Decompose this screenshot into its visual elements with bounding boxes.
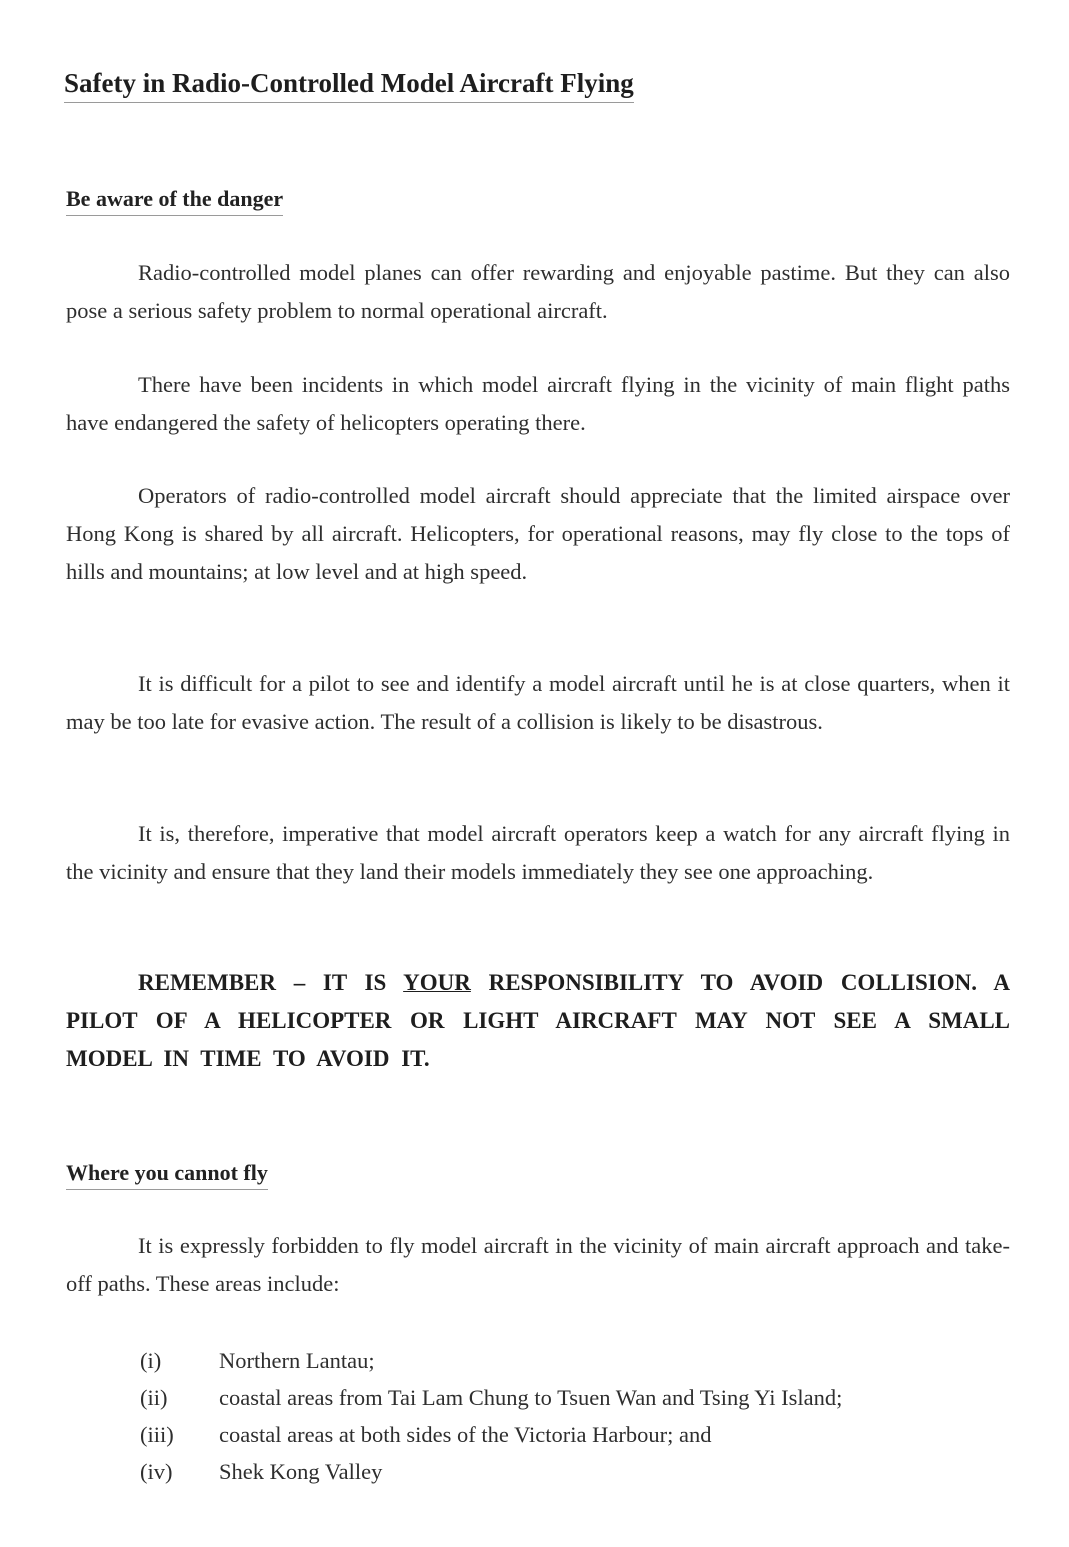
restricted-areas-list [140,1342,842,1490]
list-item-number: (i) [140,1348,162,1373]
remember-emphasis: YOUR [403,970,471,995]
section-heading-danger: Be aware of the danger [66,185,283,216]
list-item-number: (ii) [140,1385,168,1410]
list-item-number: (iii) [140,1422,174,1447]
list-item-text: coastal areas from Tai Lam Chung to Tsuen Wan and Tsing Yi Island; [219,1385,843,1410]
paragraph: It is, therefore, imperative that model aircraft operators keep a watch for any aircraft flying in the vicinity and ensure that they land their models immediately they see one approaching. [66,821,1010,884]
list-item [140,1379,842,1416]
paragraph: Radio-controlled model planes can offer rewarding and enjoyable pastime. But they can also pose a serious safety problem to normal operational aircraft. [66,260,1010,323]
section-heading-restricted: Where you cannot fly [66,1159,268,1190]
page-title: Safety in Radio-Controlled Model Aircraft Flying [64,66,634,103]
list-item-number: (iv) [140,1459,173,1484]
list-item-text: Shek Kong Valley [219,1459,383,1484]
list-item [140,1453,842,1490]
list-item-text: Northern Lantau; [219,1348,375,1373]
paragraph: Operators of radio-controlled model aircraft should appreciate that the limited airspace over Hong Kong is shared by all aircraft. Helicopters, for operational reasons, may fly close to the tops of hills and mountains; at low level and at high speed. [66,483,1010,584]
paragraph: It is expressly forbidden to fly model aircraft in the vicinity of main aircraft approach and take-off paths. These areas include: [66,1233,1010,1296]
remember-text-start: REMEMBER – IT IS [138,970,404,995]
remember-text-end: RESPONSIBILITY TO AVOID COLLISION. A PILOT OF A HELICOPTER OR LIGHT AIRCRAFT MAY NOT SEE A SMALL MODEL IN TIME TO AVOID IT. [66,970,1011,1071]
paragraph: There have been incidents in which model aircraft flying in the vicinity of main flight paths have endangered the safety of helicopters operating there. [66,372,1010,435]
list-item [140,1342,842,1379]
list-item-text: coastal areas at both sides of the Victoria Harbour; and [219,1422,712,1447]
list-item [140,1416,842,1453]
remember-warning [66,964,1010,1078]
paragraph: It is difficult for a pilot to see and identify a model aircraft until he is at close quarters, when it may be too late for evasive action. The result of a collision is likely to be disastrous. [66,671,1010,734]
